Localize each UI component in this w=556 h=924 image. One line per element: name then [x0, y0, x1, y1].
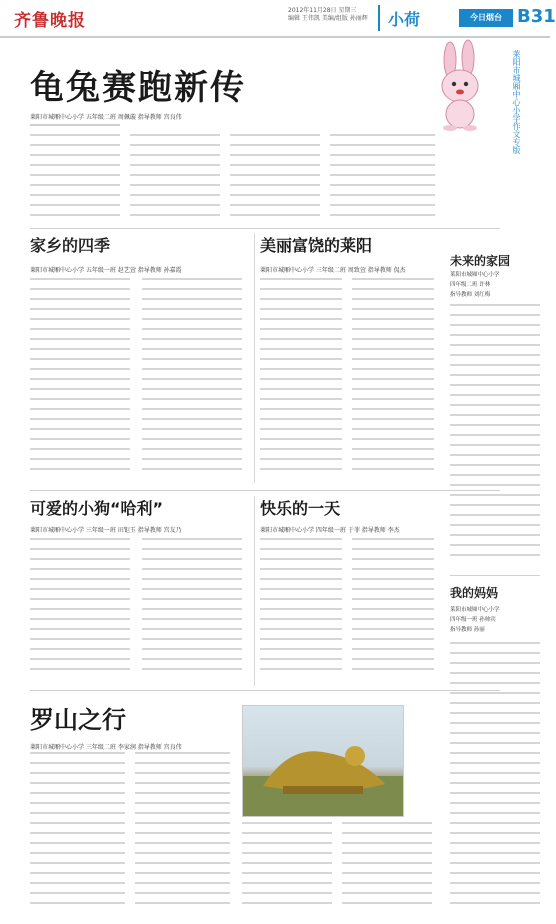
- newspaper-logo: 齐鲁晚报: [14, 11, 86, 31]
- sidebar-byline-line: 指导教师 孙丽: [450, 627, 485, 633]
- sidebar-copy-1: [450, 304, 542, 570]
- lead-byline: 莱阳市城厢中心小学 五年级二班 周佩璇 指导教师 宫良伟: [30, 114, 182, 121]
- luoshan-photo: [242, 705, 404, 817]
- article3-copy: [30, 538, 250, 686]
- sidebar-byline: [450, 270, 500, 300]
- article-byline: 莱阳市城厢中心小学 四年级一班 于菲 指导教师 李杰: [260, 527, 400, 534]
- sidebar-byline-line: 四年级一班 孙帅宾: [450, 617, 496, 623]
- column-divider: [254, 233, 255, 483]
- sidebar-title: 我的妈妈: [450, 586, 499, 600]
- lead-title: 龟兔赛跑新传: [30, 68, 246, 108]
- section-divider: [378, 5, 380, 31]
- sidebar-copy-2: [450, 642, 542, 912]
- article-title: 家乡的四季: [30, 236, 111, 255]
- article5-copy: [30, 752, 235, 912]
- article4-copy: [260, 538, 440, 686]
- article-byline: 莱阳市城厢中心小学 五年级一班 赵艺萱 指导教师 孙嘉霞: [30, 267, 182, 274]
- divider-mid: [30, 490, 500, 491]
- sidebar-byline-line: 莱阳市城厢中心小学: [450, 607, 500, 613]
- article-title: 快乐的一天: [260, 499, 341, 518]
- article-byline: 莱阳市城厢中心小学 三年级二班 周致萱 指导教师 侃杰: [260, 267, 406, 274]
- section-name: 小荷: [388, 10, 421, 29]
- article-byline: 莱阳市城厢中心小学 三年级二班 李家润 指导教师 宫良伟: [30, 744, 182, 751]
- page-number: B31: [517, 6, 556, 27]
- divider-sidebar: [450, 575, 540, 576]
- article-title: 罗山之行: [30, 705, 126, 734]
- today-tag: 今日烟台: [459, 9, 513, 27]
- divider-bottom: [30, 690, 500, 691]
- date-line: [288, 7, 368, 23]
- article-title: 可爱的小狗“哈利”: [30, 499, 164, 518]
- column-divider: [254, 496, 255, 686]
- divider-lead: [30, 228, 500, 229]
- lead-copy: [30, 132, 440, 224]
- article1-copy: [30, 278, 250, 483]
- sidebar-title: 未来的家园: [450, 254, 511, 268]
- sidebar-byline-line: 莱阳市城厢中心小学: [450, 272, 500, 278]
- article2-copy: [260, 278, 440, 483]
- rabbit-illustration: [420, 44, 500, 132]
- lead-vertical-tag: 莱阳市城厢中心小学作文专版: [512, 50, 521, 154]
- sidebar-byline-line: 指导教师 刘红梅: [450, 292, 491, 298]
- date-text: 2012年11月28日 星期三: [288, 7, 357, 14]
- editors-text: 编辑 王伟凯 美编/组版 孙丽辉: [288, 15, 368, 22]
- sidebar-byline: [450, 605, 500, 635]
- article-byline: 莱阳市城厢中心小学 三年级一班 田钜玉 指导教师 宫友乃: [30, 527, 182, 534]
- article-title: 美丽富饶的莱阳: [260, 236, 373, 255]
- sidebar-byline-line: 四年级二班 许林: [450, 282, 491, 288]
- article5-copy-right: [242, 822, 442, 914]
- sculpture-illustration: [243, 706, 403, 816]
